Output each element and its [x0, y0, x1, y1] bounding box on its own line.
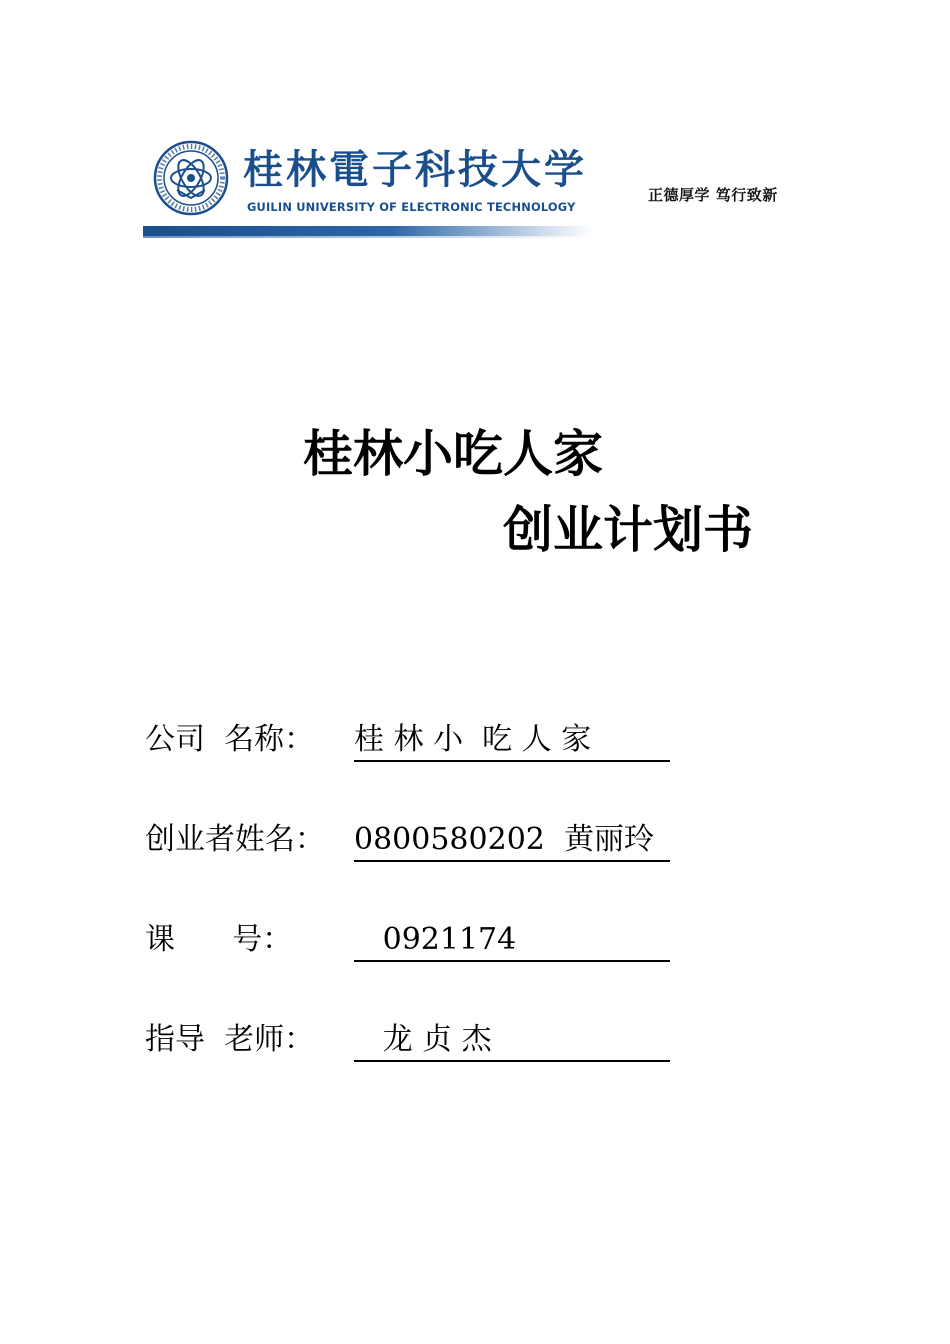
university-banner [143, 138, 593, 240]
founder-name-label: 创业者姓名： [145, 822, 325, 857]
university-name-english: GUILIN UNIVERSITY OF ELECTRONIC TECHNOLOGY [247, 200, 576, 214]
university-name-chinese: 桂林電子科技大学 [243, 146, 587, 193]
advisor-label: 指导 老师： [145, 1022, 315, 1057]
founder-name-field [145, 820, 685, 864]
course-number-label: 课 号： [145, 922, 293, 957]
company-name-field [145, 720, 685, 764]
document-title-line-1: 桂林小吃人家 [303, 425, 603, 483]
university-seal-icon [153, 140, 229, 216]
course-number-field [145, 920, 685, 964]
banner-stripe-thin [143, 236, 593, 238]
advisor-value: 龙 贞 杰 [354, 1020, 670, 1062]
banner-stripe [143, 226, 593, 236]
university-motto: 正德厚学 笃行致新 [648, 186, 778, 204]
company-name-value: 桂 林 小 吃 人 家 [354, 720, 670, 762]
course-number-value: 0921174 [354, 920, 670, 962]
advisor-field [145, 1020, 685, 1064]
company-name-label: 公司 名称： [145, 722, 315, 757]
founder-name-value: 0800580202 黄丽玲 [354, 820, 670, 862]
document-title-line-2: 创业计划书 [503, 501, 753, 559]
